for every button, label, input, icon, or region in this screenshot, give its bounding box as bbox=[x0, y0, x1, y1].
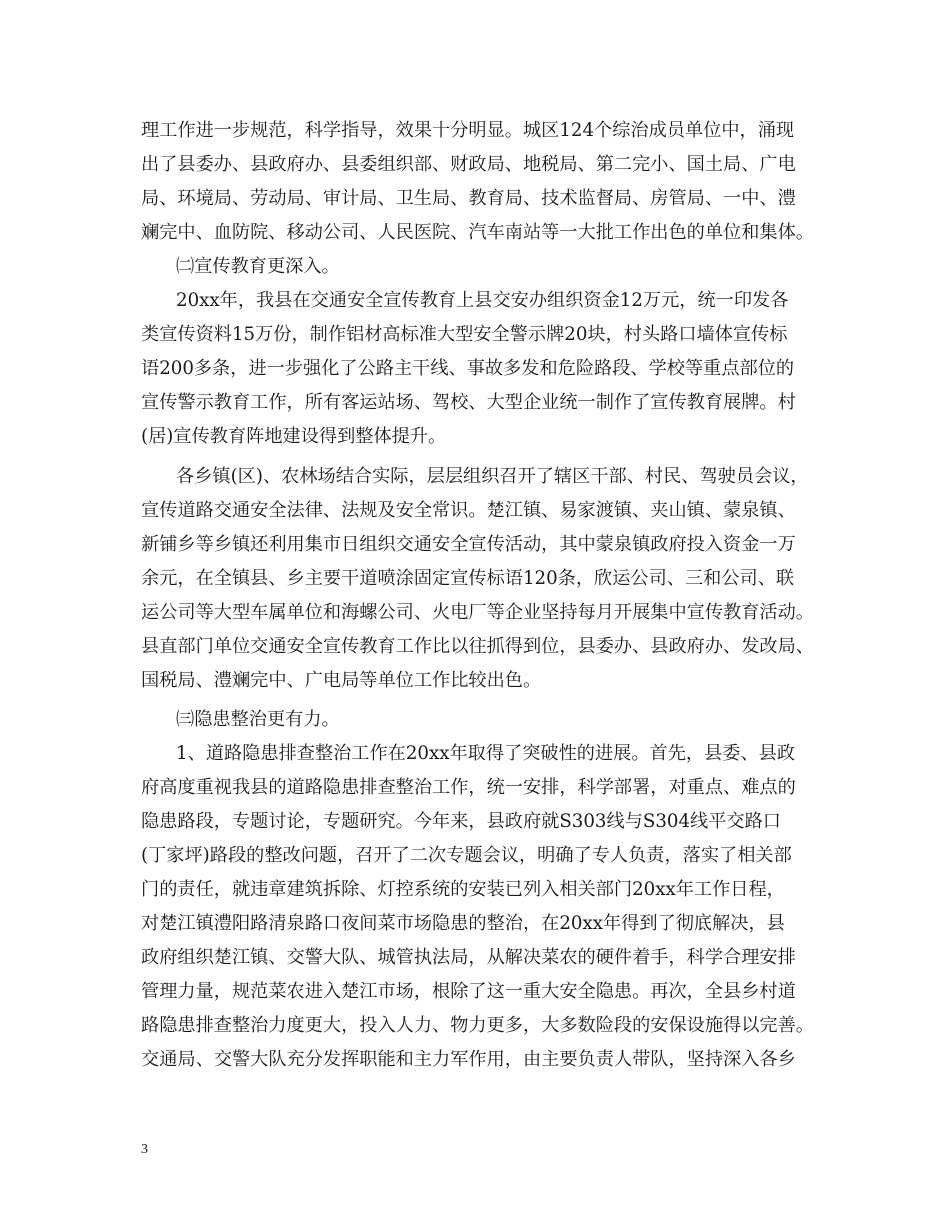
text-line: 局、环境局、劳动局、审计局、卫生局、教育局、技术监督局、房管局、一中、澧 bbox=[141, 188, 796, 209]
page-number: 3 bbox=[141, 1142, 148, 1157]
text-line: 宣传警示教育工作，所有客运站场、驾校、大型企业统一制作了宣传教育展牌。村 bbox=[141, 392, 796, 413]
text-line: 路隐患排查整治力度更大，投入人力、物力更多，大多数险段的安保设施得以完善。 bbox=[141, 1015, 814, 1036]
text-line: 门的责任，就违章建筑拆除、灯控系统的安装已列入相关部门20xx年工作日程， bbox=[141, 879, 785, 900]
text-line: 国税局、澧斓完中、广电局等单位工作比较出色。 bbox=[141, 670, 542, 691]
text-line: 1、道路隐患排查整治工作在20xx年取得了突破性的进展。首先，县委、县政 bbox=[176, 743, 796, 764]
text-line: (居)宣传教育阵地建设得到整体提升。 bbox=[141, 426, 447, 447]
text-line: 斓完中、血防院、移动公司、人民医院、汽车南站等一大批工作出色的单位和集体。 bbox=[141, 222, 814, 243]
text-line: 宣传道路交通安全法律、法规及安全常识。楚江镇、易家渡镇、夹山镇、蒙泉镇、 bbox=[141, 500, 796, 521]
text-line: 理工作进一步规范，科学指导，效果十分明显。城区124个综治成员单位中，涌现 bbox=[141, 120, 795, 141]
text-line: 新铺乡等乡镇还利用集市日组织交通安全宣传活动，其中蒙泉镇政府投入资金一万 bbox=[141, 534, 796, 555]
text-line: 县直部门单位交通安全宣传教育工作比以往抓得到位，县委办、县政府办、发改局、 bbox=[141, 636, 814, 657]
text-line: 府高度重视我县的道路隐患排查整治工作，统一安排，科学部署，对重点、难点的 bbox=[141, 777, 796, 798]
text-line: 各乡镇(区)、农林场结合实际，层层组织召开了辖区干部、村民、驾驶员会议， bbox=[176, 466, 809, 487]
text-line: 出了县委办、县政府办、县委组织部、财政局、地税局、第二完小、国土局、广电 bbox=[141, 154, 796, 175]
text-line: 管理力量，规范菜农进入楚江市场，根除了这一重大安全隐患。再次，全县乡村道 bbox=[141, 981, 796, 1002]
text-line: 隐患路段，专题讨论，专题研究。今年来，县政府就S303线与S304线平交路口 bbox=[141, 811, 781, 832]
text-line: (丁家坪)路段的整改问题，召开了二次专题会议，明确了专人负责，落实了相关部 bbox=[141, 845, 792, 866]
text-line: 对楚江镇澧阳路清泉路口夜间菜市场隐患的整治，在20xx年得到了彻底解决，县 bbox=[141, 913, 785, 934]
text-line: 余元，在全镇县、乡主要干道喷涂固定宣传标语120条，欣运公司、三和公司、联 bbox=[141, 568, 795, 589]
text-line: 类宣传资料15万份，制作铝材高标准大型安全警示牌20块，村头路口墙体宣传标 bbox=[141, 324, 788, 345]
text-line: 政府组织楚江镇、交警大队、城管执法局，从解决菜农的硬件着手，科学合理安排 bbox=[141, 947, 796, 968]
text-line: 语200多条，进一步强化了公路主干线、事故多发和危险路段、学校等重点部位的 bbox=[141, 358, 795, 379]
section-heading: ㈡宣传教育更深入。 bbox=[176, 256, 340, 277]
text-line: 20xx年，我县在交通安全宣传教育上县交安办组织资金12万元，统一印发各 bbox=[176, 290, 789, 311]
text-line: 运公司等大型车属单位和海螺公司、火电厂等企业坚持每月开展集中宣传教育活动。 bbox=[141, 602, 814, 623]
section-heading: ㈢隐患整治更有力。 bbox=[176, 709, 340, 730]
text-line: 交通局、交警大队充分发挥职能和主力军作用，由主要负责人带队，坚持深入各乡 bbox=[141, 1049, 796, 1070]
